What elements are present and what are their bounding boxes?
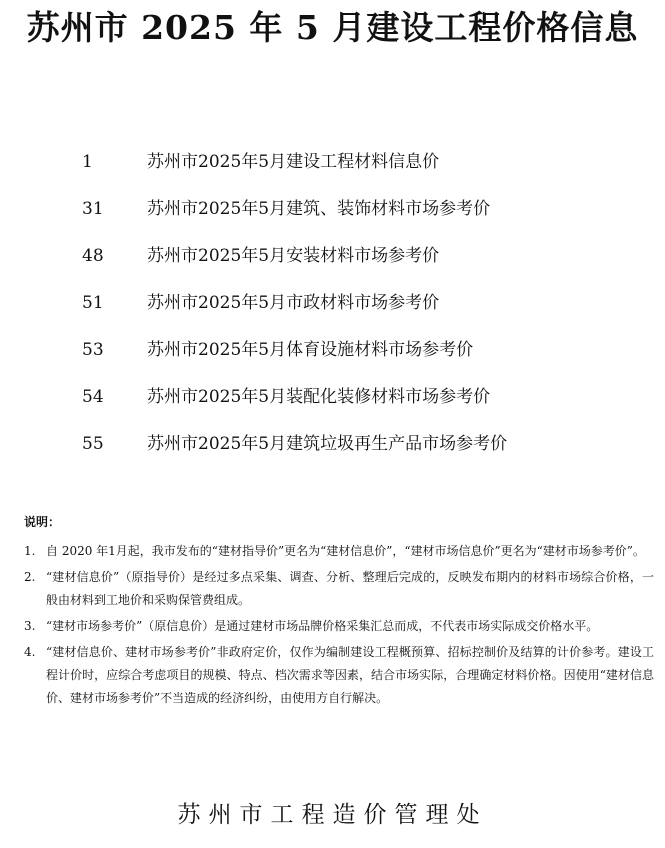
toc-page-number: 1 [82,152,93,172]
notes-list [0,540,665,713]
toc-row[interactable] [0,148,665,195]
note-number: 4. [24,645,36,659]
note-number: 1. [24,544,36,558]
page-title: 苏州市 2025 年 5 月建设工程价格信息 [26,8,639,47]
toc-page-number: 53 [82,340,104,360]
toc-row[interactable] [0,430,665,477]
issuer-signature: 苏州市工程造价管理处 [177,802,488,828]
toc-entry-title: 苏州市2025年5月建筑垃圾再生产品市场参考价 [147,434,508,454]
note-item [0,615,665,638]
notes-heading: 说明： [24,515,61,529]
note-item [0,540,665,563]
note-text: “建材信息价、建材市场参考价”非政府定价，仅作为编制建设工程概预算、招标控制价及结算的计价参考。建设工程计价时，应综合考虑项目的规模、特点、档次需求等因素，结合市场实际，合理确定材料价格。因使用“建材信息价、建材市场参考价”不当造成的经济纠纷，由使用方自行解决。 [46,645,654,705]
toc-row[interactable] [0,195,665,242]
note-text: “建材市场参考价”（原信息价）是通过建材市场品牌价格采集汇总而成，不代表市场实际成交价格水平。 [46,619,599,633]
note-number: 3. [24,619,36,633]
toc-row[interactable] [0,336,665,383]
note-item [0,641,665,710]
note-text: 自 2020 年1月起，我市发布的“建材指导价”更名为“建材信息价”，“建材市场信息价”更名为“建材市场参考价”。 [46,544,645,558]
toc-entry-title: 苏州市2025年5月安装材料市场参考价 [147,246,440,266]
note-text: “建材信息价”（原指导价）是经过多点采集、调查、分析、整理后完成的，反映发布期内的材料市场综合价格，一般由材料到工地价和采购保管费组成。 [46,570,654,607]
toc-page-number: 55 [82,434,104,454]
toc-page-number: 31 [82,199,104,219]
note-number: 2. [24,570,36,584]
toc-row[interactable] [0,289,665,336]
toc-entry-title: 苏州市2025年5月装配化装修材料市场参考价 [147,387,491,407]
toc-entry-title: 苏州市2025年5月体育设施材料市场参考价 [147,340,474,360]
toc-page-number: 54 [82,387,104,407]
toc-page-number: 51 [82,293,104,313]
table-of-contents [0,148,665,477]
toc-row[interactable] [0,242,665,289]
toc-page-number: 48 [82,246,104,266]
toc-entry-title: 苏州市2025年5月建筑、装饰材料市场参考价 [147,199,491,219]
toc-entry-title: 苏州市2025年5月市政材料市场参考价 [147,293,440,313]
toc-entry-title: 苏州市2025年5月建设工程材料信息价 [147,152,440,172]
toc-row[interactable] [0,383,665,430]
note-item [0,566,665,612]
